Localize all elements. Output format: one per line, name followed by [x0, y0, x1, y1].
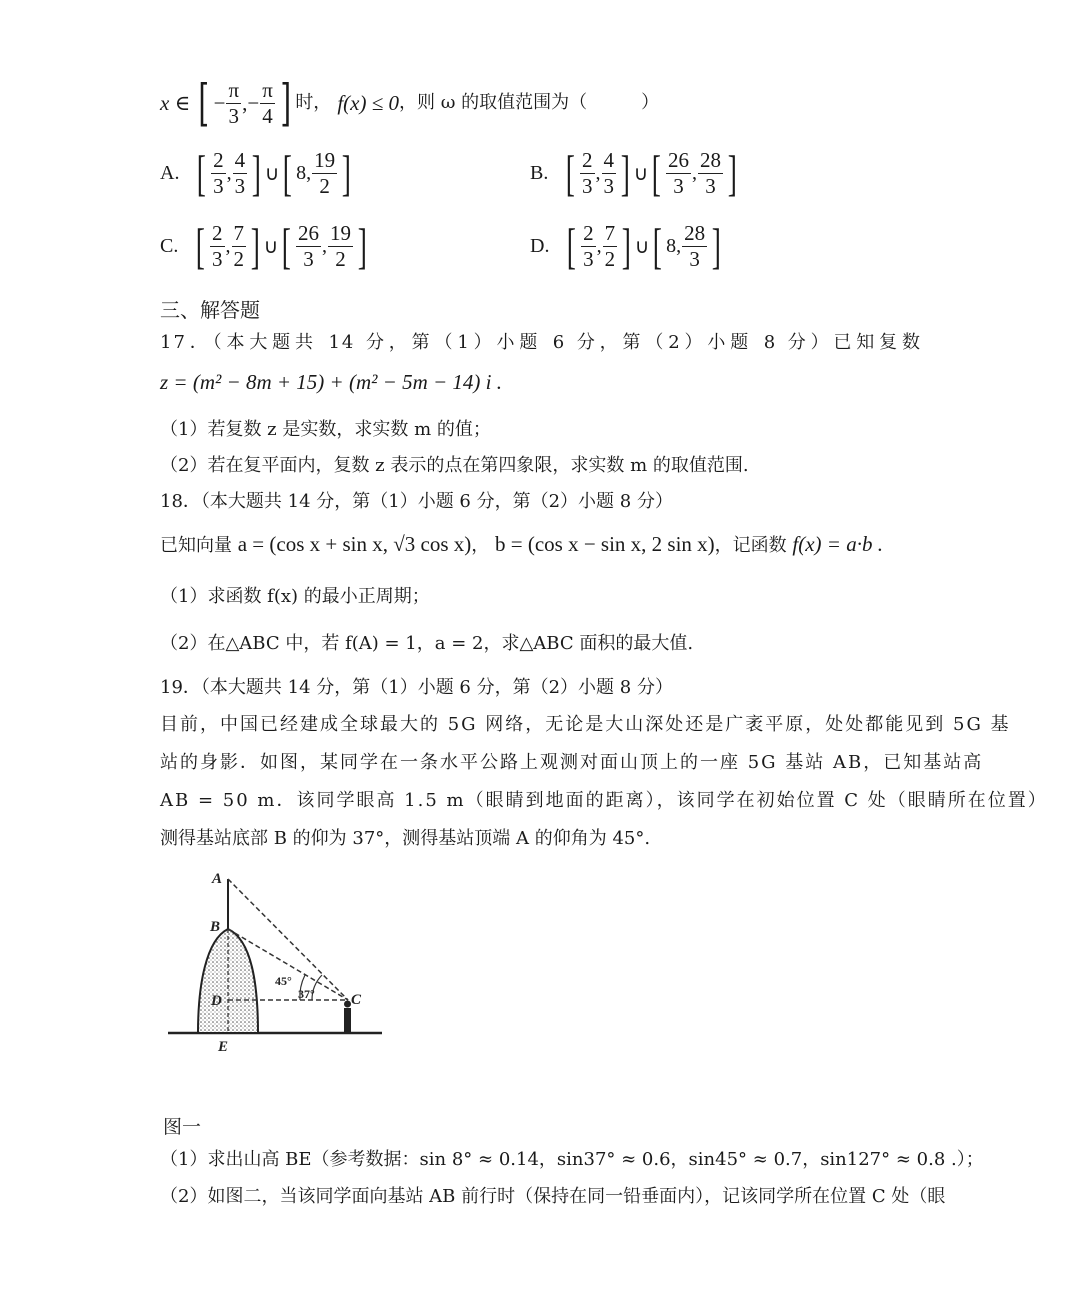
q16-f-le-0: f(x) ≤ 0	[337, 90, 399, 115]
q16-tail: ，则 ω 的取值范围为（ ）	[398, 92, 660, 113]
label-b: B	[210, 919, 221, 935]
q16-frac-pi4: $\frac{\pi}{4}$	[262, 78, 273, 128]
q16-option-d[interactable]: D. [ $\frac{2}{3}$ , $\frac{7}{2}$ ] ∪ [ 8 , $\frac{28}{3}$ ]	[530, 218, 721, 274]
q18-part1: （1）求函数 f(x) 的最小正周期；	[160, 586, 430, 607]
q17-header: 17．（本大题共 14 分，第（1）小题 6 分，第（2）小题 8 分）已知复数	[160, 332, 922, 353]
q19-line-1: 目前，中国已经建成全球最大的 5G 网络，无论是大山深处还是广袤平原，处处都能见到 5G 基	[160, 714, 1011, 735]
label-37: 37°	[298, 987, 315, 1001]
q17-part2: （2）若在复平面内，复数 z 表示的点在第四象限，求实数 m 的取值范围.	[160, 455, 749, 476]
q18-vector-a: a = (cos x + sin x, √3 cos x)	[237, 532, 472, 556]
q19-part2: （2）如图二，当该同学面向基站 AB 前行时（保持在同一铅垂面内），记该同学所在位置 C 处（眼	[160, 1186, 946, 1207]
q17-part1: （1）若复数 z 是实数，求实数 m 的值；	[160, 419, 491, 440]
q16-option-c[interactable]: C. [ $\frac{2}{3}$ , $\frac{7}{2}$ ] ∪ [ $\frac{26}{3}$ , $\frac{19}{2}$ ]	[160, 218, 367, 274]
q18-vector-b: b = (cos x − sin x, 2 sin x)	[494, 532, 715, 556]
q18-given: 已知向量 a = (cos x + sin x, √3 cos x)， b = (cos x − sin x, 2 sin x)，记函数 f(x) = a·b .	[160, 532, 883, 556]
q18-f-def: f(x) = a·b .	[792, 532, 883, 556]
section-title: 三、解答题	[160, 298, 260, 322]
q16-option-b[interactable]: B. [ $\frac{2}{3}$ , $\frac{4}{3}$ ] ∪ [ $\frac{26}{3}$ , $\frac{28}{3}$ ]	[530, 145, 737, 201]
q18-part2: （2）在△ABC 中，若 f(A) = 1，a = 2，求△ABC 面积的最大值.	[160, 633, 694, 654]
label-e: E	[218, 1039, 229, 1055]
q18-header: 18．（本大题共 14 分，第（1）小题 6 分，第（2）小题 8 分）	[160, 491, 673, 512]
q19-line-3: AB = 50 m．该同学眼高 1.5 m（眼睛到地面的距离），该同学在初始位置 C 处（眼睛所在位置）	[160, 790, 1048, 811]
q16-option-a[interactable]: A. [ $\frac{2}{3}$ , $\frac{4}{3}$ ] ∪ [ 8 , $\frac{19}{2}$ ]	[160, 145, 351, 201]
label-45: 45°	[275, 974, 292, 988]
figure-caption: 图一	[163, 1116, 202, 1138]
q16-x-in: x ∈	[160, 90, 191, 115]
mountain-figure	[160, 865, 390, 1060]
person-figure	[344, 1008, 351, 1033]
label-c: C	[351, 992, 362, 1008]
label-a: A	[212, 871, 223, 887]
q16-condition: x ∈ [ − $\frac{\pi}{3}$ , − $\frac{\pi}{4}$ ] 时， f(x) ≤ 0 ，则 ω 的取值范围为（ ）	[160, 74, 660, 132]
q19-header: 19．（本大题共 14 分，第（1）小题 6 分，第（2）小题 8 分）	[160, 677, 673, 698]
q19-part1: （1）求出山高 BE（参考数据：sin 8° ≈ 0.14，sin37° ≈ 0.6，sin45° ≈ 0.7，sin127° ≈ 0.8 .）；	[160, 1149, 984, 1170]
label-d: D	[211, 993, 222, 1009]
q16-frac-pi3: $\frac{\pi}{3}$	[228, 78, 240, 128]
q16-shi: 时，	[295, 92, 332, 113]
q19-line-2: 站的身影．如图，某同学在一条水平公路上观测对面山顶上的一座 5G 基站 AB，已知基站高	[160, 752, 984, 773]
q19-line-4: 测得基站底部 B 的仰为 37°，测得基站顶端 A 的仰角为 45°.	[160, 828, 651, 849]
q17-formula: z = (m² − 8m + 15) + (m² − 5m − 14) i .	[160, 370, 503, 394]
